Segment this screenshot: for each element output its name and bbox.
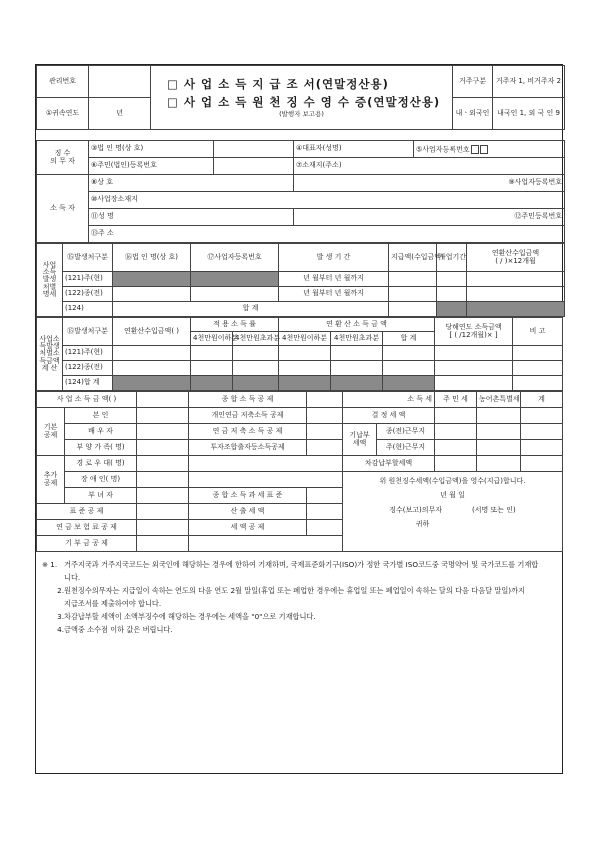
conv-cell[interactable] [191,361,233,376]
tax-cell[interactable] [477,424,521,440]
income-amount-label: 사 업 소 득 금 액( ) [37,392,137,408]
form-title-2: □ 사 업 소 득 원 천 징 수 영 수 증(연말정산용) [167,94,441,109]
note-line [42,597,556,610]
personal-pension-value[interactable] [307,408,343,424]
mgmt-no-label: 관리번호 [37,66,89,98]
conv-row-previous: (122)종(전) [63,361,113,376]
tax-cell[interactable] [521,456,563,472]
conv-row-total: (124)합 계 [63,376,113,391]
receipt-date[interactable]: 년 월 일 [440,491,465,500]
note-text: 거주지국과 거주지국코드는 외국인에 해당하는 경우에 한하여 기재하며, 국제표준화기구(ISO)가 정한 국가별 ISO코드중 국명약어 및 국가코드를 기재합 [64,560,539,569]
col-corp-name: ⑯법 인 명(상 호) [113,244,191,272]
col-year-income [435,318,513,346]
extra-women: 부 녀 자 [65,488,137,504]
biz-period-current[interactable] [437,272,467,287]
conv-cell[interactable] [279,346,331,361]
note-line [42,571,556,584]
conv-cell[interactable] [279,361,331,376]
conv-cell[interactable] [435,346,513,361]
computed-tax-value[interactable] [307,504,343,520]
note-line [42,584,556,597]
basic-dependents: 부 양 가 족( 명) [65,440,137,456]
paid-amount-current[interactable] [389,272,437,287]
residency-label: 거주구분 [453,66,493,98]
paid-tax-label: 기납부 세액 [343,424,377,456]
row-label-previous: (122)종(전) [63,287,113,302]
personal-pension: 개인연금 저축소득 공제 [189,408,307,424]
receipt-sign-note[interactable]: (서명 또는 인) [472,505,516,514]
note-mark: 2. [57,586,64,595]
row-total-label: 합 계 [113,302,389,317]
col-source-type: ⑮발생처구분 [63,244,113,272]
extra-elderly: 경 로 우 대( 명) [65,456,137,472]
std-deduction-value[interactable] [137,504,189,520]
pension-saving-value[interactable] [307,424,343,440]
col-conv-annual: 연환산수입금액( ) [113,318,191,346]
paid-main: 종(전)근무지 [377,424,435,440]
tax-base: 종 합 소 득 과 세 표 준 [189,488,307,504]
conv-cell[interactable] [513,361,563,376]
extra-disabled: 장 애 인( 명) [65,472,137,488]
form-subtitle: (발행자 보고용) [279,109,324,118]
shaded-cell [437,302,467,317]
earner-name[interactable]: ⑪성 명 [89,209,294,226]
col-annual-formula: ( / )×12개월 [495,256,536,265]
tax-cell[interactable] [521,408,563,424]
nationality-value[interactable]: 내국인 1, 외 국 인 9 [493,98,565,130]
withholder-reg-no[interactable]: ⑥주민(법인)등록번호 [89,158,214,175]
shaded-cell [279,376,331,391]
investment-deduction: 투자조합출자등소득공제 [189,440,307,456]
tax-cell[interactable] [435,408,477,424]
extra-elderly-value[interactable] [137,456,189,472]
basic-self-value[interactable] [137,408,189,424]
note-text: 니다. [64,573,81,582]
tax-credit-value[interactable] [307,520,343,536]
tax-header-total: 계 [521,392,563,408]
shaded-cell [113,272,191,287]
paid-amount-previous[interactable] [389,287,437,302]
withholder-corp-name[interactable]: ③법 인 명(상 호) [89,141,214,158]
note-line [42,623,556,636]
receipt-block [343,472,563,552]
biz-no-previous[interactable] [191,287,279,302]
conv-cell[interactable] [435,361,513,376]
tax-header-income: 소 득 세 [343,392,435,408]
tax-form [35,64,563,774]
income-amount-value[interactable] [137,392,189,408]
conv-cell[interactable] [191,346,233,361]
annual-current[interactable] [467,272,565,287]
extra-disabled-value[interactable] [137,472,189,488]
col-annual [467,244,565,272]
col-period: 발 생 기 간 [279,244,389,272]
note-mark: 4. [57,625,64,634]
parties-table [36,140,565,243]
row-period-previous[interactable]: 년 월부터 년 월까지 [279,287,389,302]
col-biz-period: 사업기간 [437,244,467,272]
year-field[interactable]: 년 [89,98,151,130]
blank-cell [189,456,343,472]
nationality-label: 내ㆍ외국인 [453,98,493,130]
col-paid-amount: 지급액(수입금액) [389,244,437,272]
earner-resident-no[interactable]: ⑫주민등록번호 [294,209,565,226]
tax-cell[interactable] [435,440,477,456]
corp-name-previous[interactable] [113,287,191,302]
tax-cell[interactable] [477,456,521,472]
pension-insurance-value[interactable] [137,520,189,536]
basic-spouse: 배 우 자 [65,424,137,440]
withholder-corp-name-value[interactable] [214,141,294,158]
receipt-text: 위 원천징수세액(수입금액)을 영수(지급)합니다. [379,477,526,485]
note-text: 차감납부할 세액이 소액부징수에 해당하는 경우에는 세액을 "0"으로 기재합니다. [64,612,316,621]
tax-header-special: 농어촌특별세 [477,392,521,408]
annual-previous[interactable] [467,287,565,302]
tax-cell[interactable] [435,424,477,440]
row-period-current[interactable]: 년 월부터 년 월까지 [279,272,389,287]
basic-deduction-label: 기본 공제 [37,408,65,456]
col-expense-rate: 적 용 소 득 률 [191,318,279,332]
form-header [36,65,565,130]
tax-cell[interactable] [435,456,477,472]
shaded-cell [113,376,191,391]
earner-label: 소 득 자 [37,175,89,243]
withholder-biz-no-label: ⑤사업자등록번호 [416,145,470,153]
earner-biz-address[interactable]: ⑩사업장소재지 [89,192,565,209]
basic-dependents-value[interactable] [137,440,189,456]
conv-row-current: (121)주(현) [63,346,113,361]
conv-cell[interactable] [513,376,563,391]
conv-cell[interactable] [435,376,513,391]
col-remark: 비 고 [513,318,563,346]
digit-box [471,145,479,154]
note-line [42,558,556,571]
col-expense-b: 4천만원초과분 [233,332,279,346]
pension-saving: 연 금 저 축 소 득 공 제 [189,424,307,440]
note-text: 금액중 소수점 이하 값은 버립니다. [64,625,173,634]
conv-cell[interactable] [331,346,383,361]
conversion-label: 사업소 득발생 처별소 득금액 계 산 [37,318,63,391]
note-text: 지급조서를 제출하여야 합니다. [64,599,162,608]
row-label-current: (121)주(현) [63,272,113,287]
income-source-label: 사업 소득 발생 처별 명세 [37,244,63,317]
conv-cell[interactable] [113,361,191,376]
tax-cell[interactable] [521,440,563,456]
note-text: 원천징수의무자는 지급일이 속하는 연도의 다음 연도 2월 말일(휴업 또는 폐업한 경우에는 휴업일 또는 폐업일이 속하는 달의 다음 다음달 말일)까지 [64,586,525,595]
form-title-1: □ 사 업 소 득 지 급 조 서(연말정산용) [167,76,389,91]
col-ai-total: 합 계 [383,332,435,346]
tax-cell[interactable] [477,408,521,424]
tax-cell[interactable] [477,440,521,456]
shaded-cell [467,302,565,317]
col-biz-no: ⑰사업자등록번호 [191,244,279,272]
withholder-biz-no[interactable] [414,141,565,158]
comprehensive-deduction-value[interactable] [307,392,343,408]
tax-cell[interactable] [521,424,563,440]
donation-deduction: 기 부 금 공 제 [37,536,137,552]
conv-cell[interactable] [233,361,279,376]
std-deduction: 표 준 공 제 [37,504,137,520]
conv-cell[interactable] [513,346,563,361]
computed-tax: 산 출 세 액 [189,504,307,520]
comprehensive-deduction-label: 종 합 소 득 공 제 [189,392,307,408]
col-expense-a: 4천만원이하분 [191,332,233,346]
blank-cell [189,472,343,488]
biz-period-previous[interactable] [437,287,467,302]
investment-deduction-value[interactable] [307,440,343,456]
earner-address[interactable]: ⑬주 소 [89,226,565,243]
blank-cell [189,536,343,552]
conv-cell[interactable] [383,346,435,361]
income-source-table [36,243,565,317]
withholder-reg-no-value[interactable] [214,158,294,175]
paid-current: 주(현)근무지 [377,440,435,456]
col-ai-b: 4천만원초과분 [331,332,383,346]
withholder-label: 징 수 의 무 자 [37,141,89,175]
shaded-cell [233,376,279,391]
withholder-rep[interactable]: ④대표자(성명) [294,141,414,158]
conversion-table [36,317,563,391]
conv-cell[interactable] [113,346,191,361]
note-mark: 3. [57,612,64,621]
tax-header-resident: 주 민 세 [435,392,477,408]
earner-biz-no[interactable]: ⑨사업자등록번호 [294,175,565,192]
row-label-total: (124) [63,302,113,317]
mgmt-no-value[interactable] [89,66,151,98]
receipt-recipient: 귀하 [415,520,430,529]
year-label: ①귀속연도 [37,98,89,130]
tax-credit: 세 액 공 제 [189,520,307,536]
conv-cell[interactable] [233,346,279,361]
tax-base-value[interactable] [307,488,343,504]
col-year-income-formula: [ ( /12개월)× ] [449,330,498,339]
receipt-signer: 징수(보고)의무자 [389,505,443,514]
pension-insurance: 연 금 보 험 료 공 제 [37,520,137,536]
col-conv-type: ⑮발생처구분 [63,318,113,346]
determined-tax: 결 정 세 액 [343,408,435,424]
note-line [42,610,556,623]
withholder-address[interactable]: ⑦소재지(주소) [294,158,565,175]
col-ai-a: 4천만원이하분 [279,332,331,346]
basic-spouse-value[interactable] [137,424,189,440]
shaded-cell [331,376,383,391]
col-year-income-label: 당해연도 소득금액 [445,323,502,332]
notes-section [36,552,562,636]
conv-cell[interactable] [383,361,435,376]
earner-trade-name[interactable]: ⑧상 호 [89,175,294,192]
basic-self: 본 인 [65,408,137,424]
calculation-table [36,391,563,552]
balance-tax: 차감납부할세액 [343,456,435,472]
col-annual-income: 연 환 산 소 득 금 액 [279,318,435,332]
note-mark: ※ 1. [42,560,58,569]
extra-deduction-label: 추가 공제 [37,456,65,504]
shaded-cell [191,376,233,391]
digit-box [480,145,488,154]
col-annual-label: 연환산수입금액 [491,249,540,258]
extra-women-value[interactable] [137,488,189,504]
paid-amount-total[interactable] [389,302,437,317]
donation-value[interactable] [137,536,189,552]
residency-value[interactable]: 거주자 1, 비거주자 2 [493,66,565,98]
conv-cell[interactable] [331,361,383,376]
shaded-cell [383,376,435,391]
shaded-cell [191,272,279,287]
